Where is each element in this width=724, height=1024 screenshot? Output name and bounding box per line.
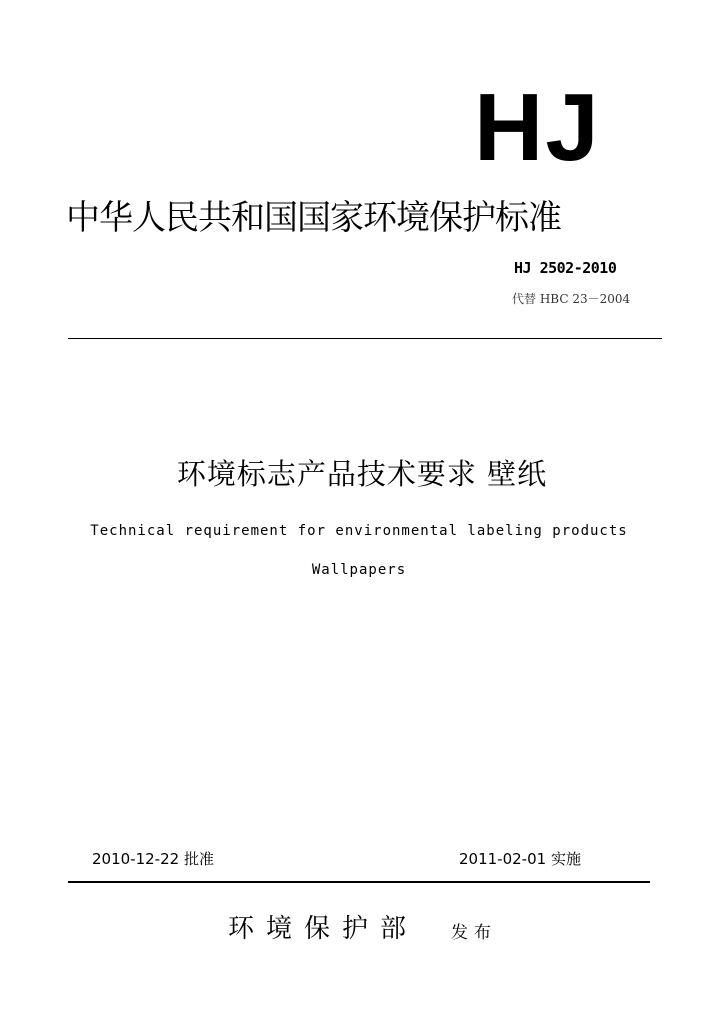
document-title-english: Technical requirement for environmental labeling products (90, 523, 628, 539)
bottom-divider (68, 881, 650, 883)
document-title-chinese: 环境标志产品技术要求 壁纸 (176, 457, 548, 491)
effective-date: 2011-02-01 实施 (459, 850, 581, 868)
document-subtitle-english: Wallpapers (311, 562, 407, 578)
hj-logo: HJ (474, 74, 601, 181)
standard-code: HJ 2502-2010 (514, 259, 617, 277)
issuing-authority: 环境保护部 (228, 914, 419, 944)
top-divider (68, 338, 662, 339)
publish-label: 发布 (451, 923, 497, 943)
replaces-standard: 代替 HBC 23－2004 (512, 292, 631, 306)
approval-date: 2010-12-22 批准 (92, 850, 214, 868)
national-standard-heading: 中华人民共和国国家环境保护标准 (66, 198, 561, 238)
